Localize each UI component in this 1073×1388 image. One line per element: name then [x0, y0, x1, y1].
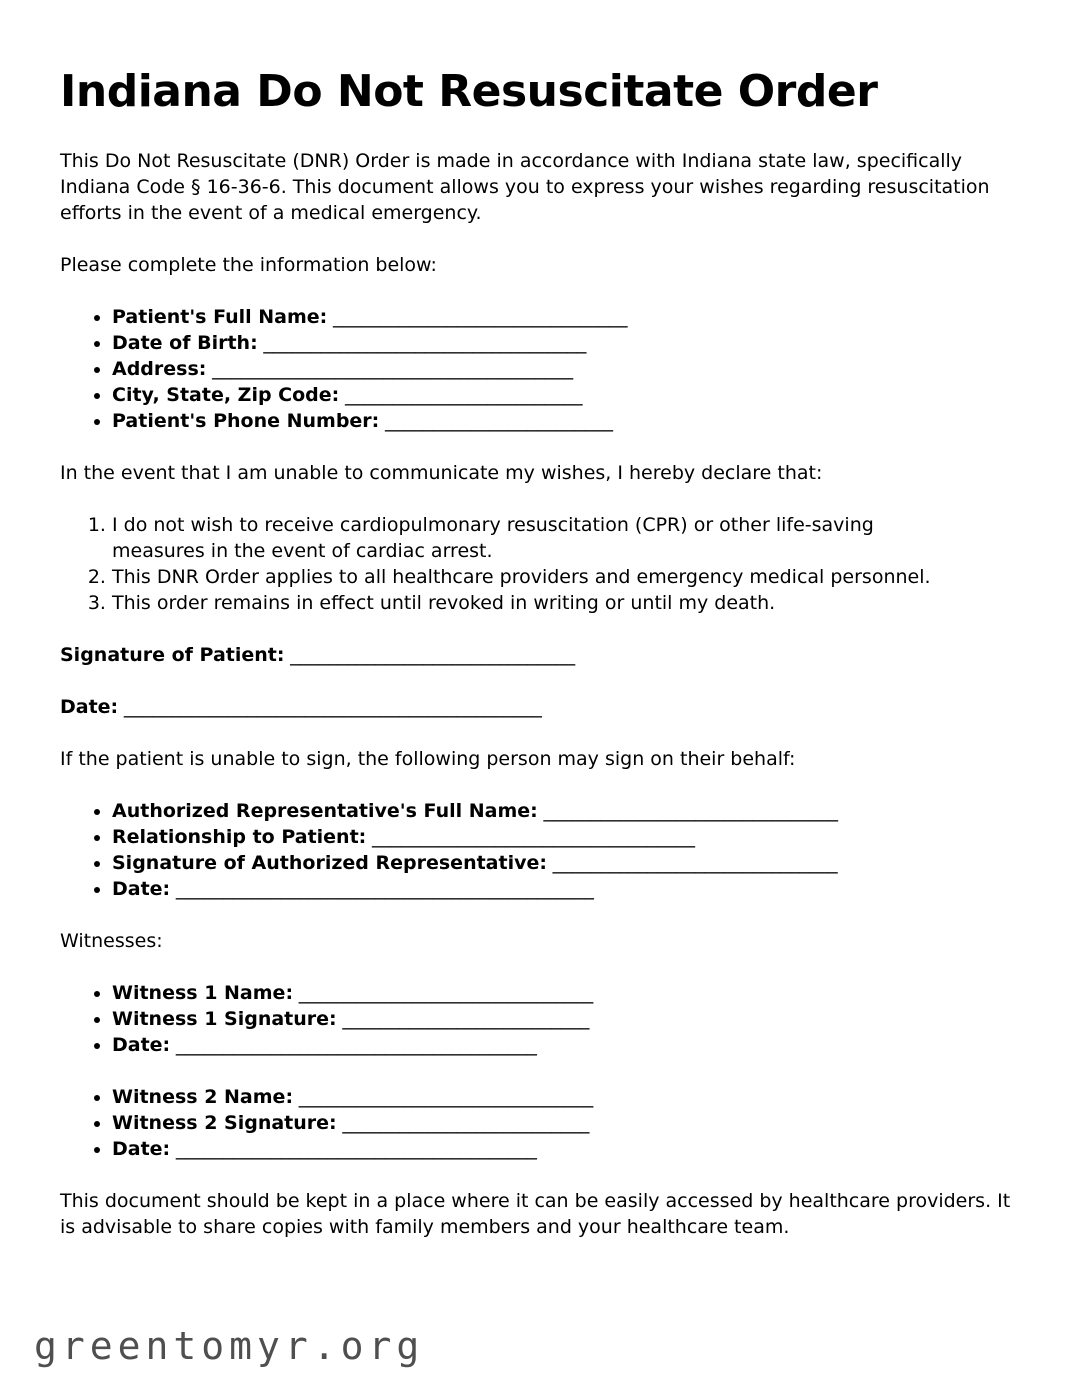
blank-line: ______________________________: [552, 852, 838, 874]
field-label: Authorized Representative's Full Name:: [112, 800, 538, 822]
patient-signature-line: [60, 642, 1013, 668]
field-label: Date of Birth:: [112, 332, 258, 354]
witness1-list: [60, 980, 1013, 1058]
field-representative-signature: [112, 850, 1013, 876]
representative-list: [60, 798, 1013, 902]
blank-line: _______________________________: [332, 306, 628, 328]
field-label: Date:: [112, 1138, 171, 1160]
field-label: Date:: [112, 878, 171, 900]
blank-line: _______________________________: [298, 982, 594, 1004]
blank-line: _______________________________: [298, 1086, 594, 1108]
field-date-of-birth: [112, 330, 1013, 356]
field-label: Witness 2 Signature:: [112, 1112, 337, 1134]
declaration-item-3: 3. This order remains in effect until revoked in writing or until my death.: [112, 590, 962, 616]
date-blank-line: ____________________________________________: [123, 696, 542, 718]
field-city-state-zip: [112, 382, 1013, 408]
field-relationship: [112, 824, 1013, 850]
intro-paragraph: This Do Not Resuscitate (DNR) Order is made in accordance with Indiana state law, specifically Indiana Code § 16-36-6. This document allows you to express your wishes regarding resuscitation efforts in the event of a medical emergency.: [60, 150, 990, 224]
blank-line: _________________________: [344, 384, 583, 406]
field-label: Patient's Phone Number:: [112, 410, 380, 432]
blank-line: ______________________________________: [175, 1034, 537, 1056]
field-representative-date: [112, 876, 1013, 902]
blank-line: ______________________________________: [212, 358, 574, 380]
blank-line: ________________________: [384, 410, 613, 432]
declaration-intro: In the event that I am unable to communicate my wishes, I hereby declare that:: [60, 462, 823, 484]
field-patient-full-name: [112, 304, 1013, 330]
signature-blank-line: ______________________________: [290, 644, 576, 666]
complete-info-prompt: Please complete the information below:: [60, 254, 437, 276]
blank-line: __________________________: [342, 1008, 590, 1030]
blank-line: __________________________________: [371, 826, 695, 848]
representative-intro: If the patient is unable to sign, the following person may sign on their behalf:: [60, 748, 796, 770]
field-label: Witness 1 Name:: [112, 982, 294, 1004]
field-label: City, State, Zip Code:: [112, 384, 340, 406]
blank-line: _______________________________: [543, 800, 838, 822]
watermark-text: greentomyr.org: [34, 1324, 425, 1368]
blank-line: ____________________________________________: [175, 878, 594, 900]
date-label: Date:: [60, 696, 119, 718]
field-witness1-signature: [112, 1006, 1013, 1032]
field-label: Witness 1 Signature:: [112, 1008, 337, 1030]
field-label: Patient's Full Name:: [112, 306, 328, 328]
declaration-item-2: 2. This DNR Order applies to all healthcare providers and emergency medical personnel.: [112, 564, 962, 590]
page-title: Indiana Do Not Resuscitate Order: [60, 66, 878, 117]
field-witness2-name: [112, 1084, 1013, 1110]
signature-label: Signature of Patient:: [60, 644, 285, 666]
blank-line: __________________________: [342, 1112, 590, 1134]
blank-line: ______________________________________: [175, 1138, 537, 1160]
witnesses-heading: Witnesses:: [60, 930, 163, 952]
declaration-item-1: 1. I do not wish to receive cardiopulmonary resuscitation (CPR) or other life-saving measures in the event of cardiac arrest.: [112, 512, 962, 564]
blank-line: __________________________________: [263, 332, 587, 354]
patient-date-line: [60, 694, 1013, 720]
field-label: Witness 2 Name:: [112, 1086, 294, 1108]
field-label: Address:: [112, 358, 207, 380]
field-address: [112, 356, 1013, 382]
field-witness2-signature: [112, 1110, 1013, 1136]
field-label: Relationship to Patient:: [112, 826, 367, 848]
witness2-list: [60, 1084, 1013, 1162]
field-patient-phone: [112, 408, 1013, 434]
field-witness1-date: [112, 1032, 1013, 1058]
field-label: Date:: [112, 1034, 171, 1056]
closing-paragraph: This document should be kept in a place where it can be easily accessed by healthcare providers. It is advisable to share copies with family members and your healthcare team.: [60, 1190, 1011, 1238]
field-label: Signature of Authorized Representative:: [112, 852, 547, 874]
field-witness1-name: [112, 980, 1013, 1006]
field-representative-name: [112, 798, 1013, 824]
declaration-list: [60, 512, 962, 616]
field-witness2-date: [112, 1136, 1013, 1162]
patient-info-list: [60, 304, 1013, 434]
